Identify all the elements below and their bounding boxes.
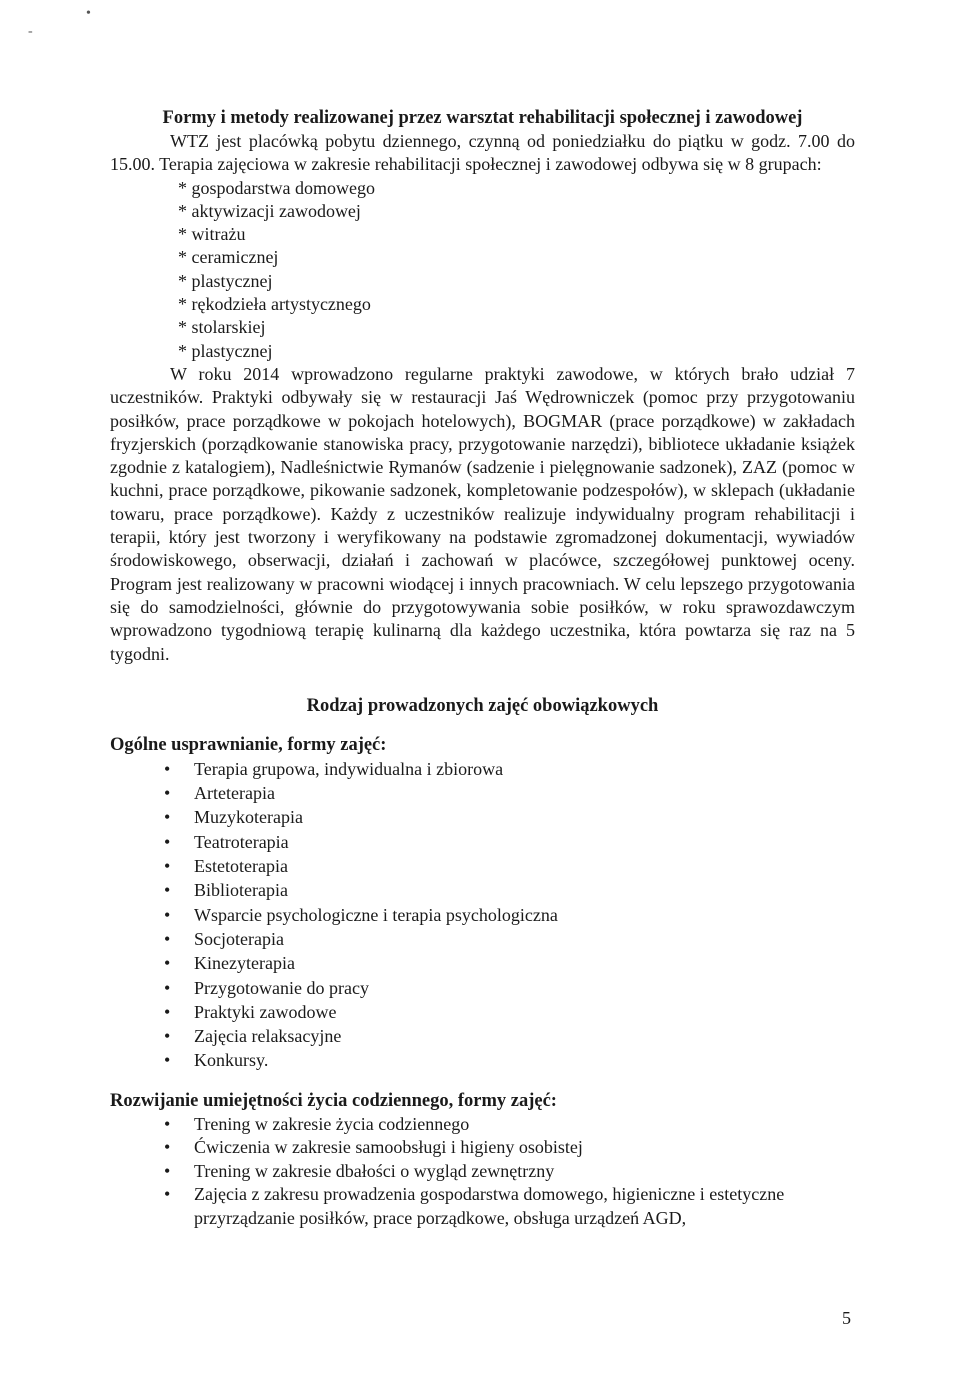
group-item: * rękodzieła artystycznego — [178, 293, 855, 316]
list-item: • Praktyki zawodowe — [110, 1000, 855, 1024]
list-item: • Teatroterapia — [110, 830, 855, 854]
list-item: • Ćwiczenia w zakresie samoobsługi i higieny osobistej — [110, 1136, 855, 1160]
group-item: * plastycznej — [178, 270, 855, 293]
group-item: * gospodarstwa domowego — [178, 177, 855, 200]
general-list — [110, 757, 855, 1073]
group-list — [110, 177, 855, 363]
list-item: • Biblioterapia — [110, 878, 855, 902]
group-item: * plastycznej — [178, 340, 855, 363]
page-number: 5 — [842, 1308, 851, 1328]
general-heading: Ogólne usprawnianie, formy zajęć: — [110, 734, 387, 755]
list-item: • Przygotowanie do pracy — [110, 976, 855, 1000]
group-item: * aktywizacji zawodowej — [178, 200, 855, 223]
page-title: Formy i metody realizowanej przez warsztat rehabilitacji społecznej i zawodowej — [162, 108, 803, 128]
list-item: • Arteterapia — [110, 781, 855, 805]
list-item: • Terapia grupowa, indywidualna i zbiorowa — [110, 757, 855, 781]
list-item: • Socjoterapia — [110, 927, 855, 951]
intro-paragraph: WTZ jest placówką pobytu dziennego, czynną od poniedziałku do piątku w godz. 7.00 do 15.00. Terapia zajęciowa w zakresie rehabilitacji społecznej i zawodowej odbywa się w 8 grupach: — [110, 131, 855, 175]
spacer — [110, 1073, 855, 1089]
list-item: • Estetoterapia — [110, 854, 855, 878]
list-item: • Zajęcia relaksacyjne — [110, 1024, 855, 1048]
group-item: * witrażu — [178, 223, 855, 246]
group-item: * ceramicznej — [178, 246, 855, 269]
list-item: • Trening w zakresie życia codziennego — [110, 1113, 855, 1137]
list-item: • Trening w zakresie dbałości o wygląd zewnętrzny — [110, 1160, 855, 1184]
daily-life-heading: Rozwijanie umiejętności życia codziennego, formy zajęć: — [110, 1090, 557, 1111]
group-item: * stolarskiej — [178, 316, 855, 339]
list-item: • Konkursy. — [110, 1048, 855, 1072]
document-page — [110, 106, 855, 1230]
list-item: • Zajęcia z zakresu prowadzenia gospodarstwa domowego, higieniczne i estetyczne przyrządzanie posiłków, prace porządkowe, obsługa urządzeń AGD, — [110, 1183, 855, 1230]
daily-life-list — [110, 1113, 855, 1231]
section-title: Rodzaj prowadzonych zajęć obowiązkowych — [306, 695, 659, 716]
list-item: • Muzykoterapia — [110, 805, 855, 829]
scan-speck-dash: - — [28, 24, 33, 39]
practice-paragraph: W roku 2014 wprowadzono regularne praktyki zawodowe, w których brało udział 7 uczestników. Praktyki odbywały się w restauracji Jaś Wędrowniczek (pomoc przy przygotowaniu posiłków, prace porządkowe w pokojach hotelowych), BOGMAR (prace porządkowe) w zakładach fryzjerskich (porządkowanie stanowiska pracy, przygotowanie narzędzi), bibliotece układanie książek zgodnie z katalogiem), Nadleśnictwie Rymanów (sadzenie i pielęgnowanie sadzonek), ZAZ (pomoc w kuchni, prace porządkowe, pikowanie sadzonek, kompletowanie podzespołów), w sklepach (układanie towaru, prace porządkowe). Każdy z uczestników realizuje indywidualny program rehabilitacji i terapii, który jest tworzony i weryfikowany na podstawie zgromadzonej dokumentacji, wywiadów środowiskowego, obserwacji, działań i zachowań w placówce, szczegółowej punktowej oceny. Program jest realizowany w pracowni wiodącej i innych pracowniach. W celu lepszego przygotowania się do samodzielności, głównie do przygotowywania sobie posiłków, w roku sprawozdawczym wprowadzono tygodniową terapię kulinarną dla każdego uczestnika, która powtarza się raz na 5 tygodni. — [110, 363, 855, 664]
list-item: • Kinezyterapia — [110, 951, 855, 975]
scan-speck-dot: • — [86, 6, 91, 21]
list-item: • Wsparcie psychologiczne i terapia psychologiczna — [110, 903, 855, 927]
